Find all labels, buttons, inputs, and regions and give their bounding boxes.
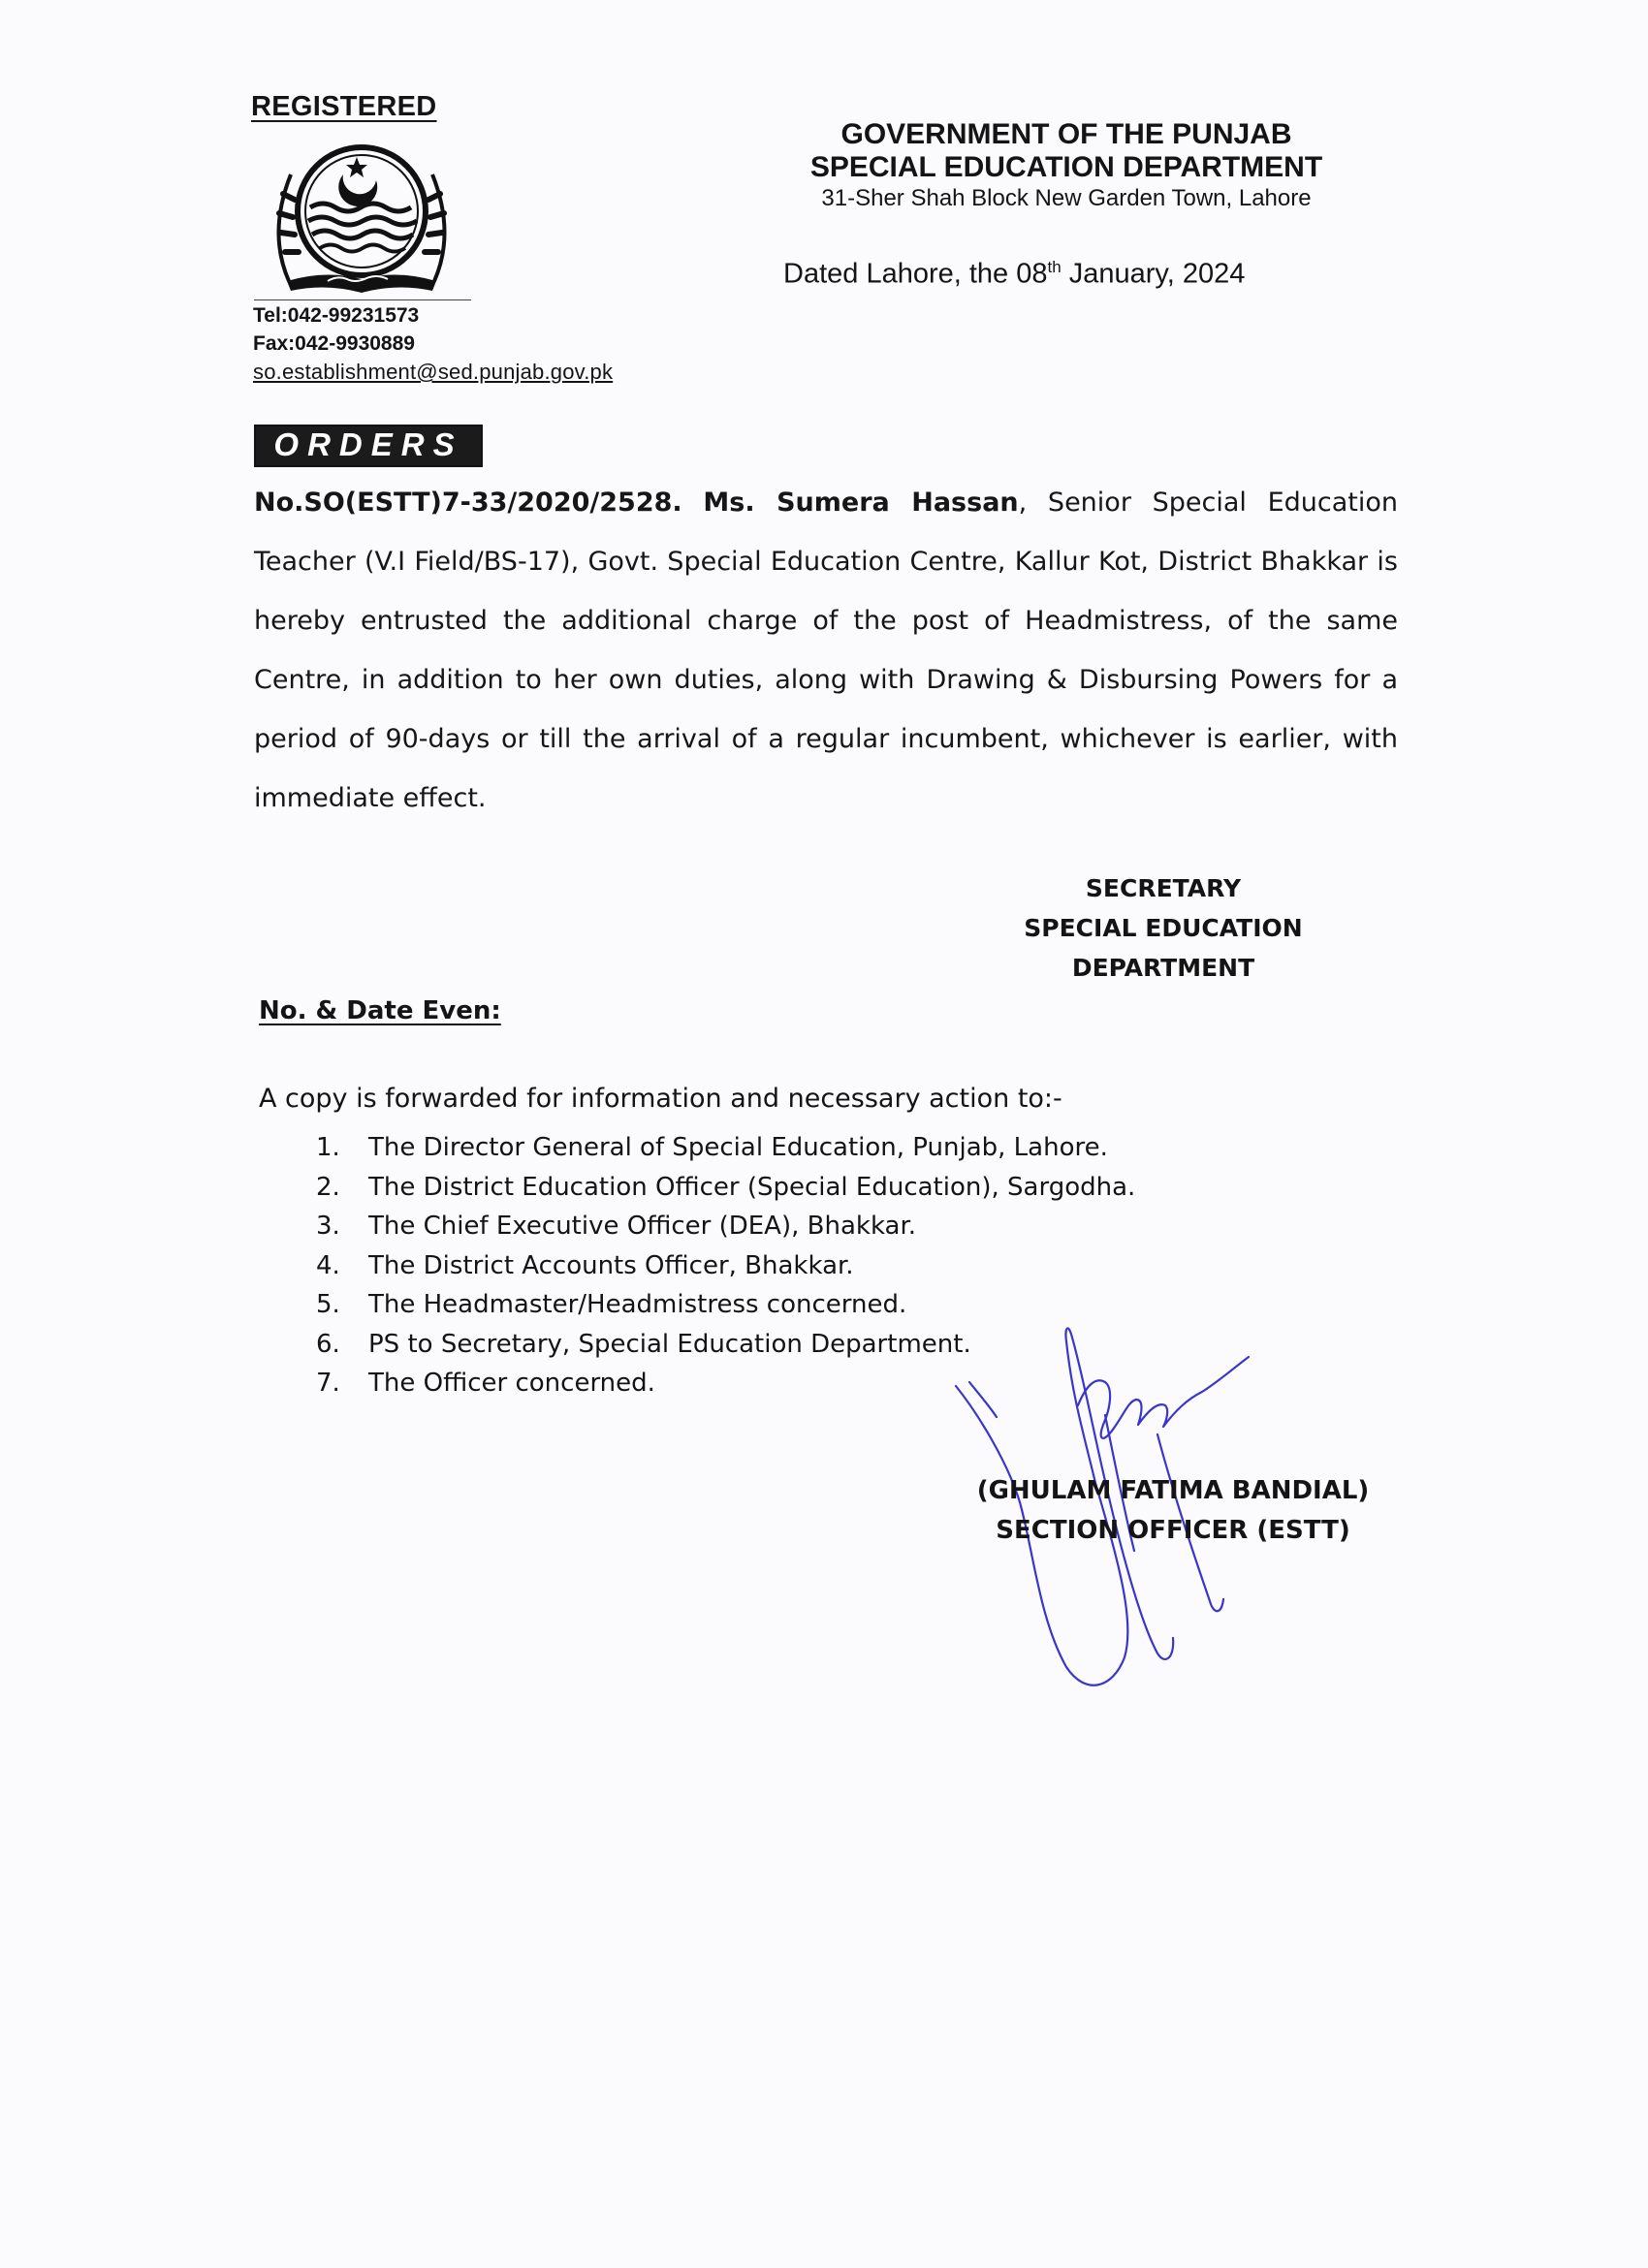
department-address: 31-Sher Shah Block New Garden Town, Lahore: [821, 185, 1312, 211]
date-line: Dated Lahore, the 08th January, 2024: [783, 258, 1246, 290]
government-title: GOVERNMENT OF THE PUNJAB: [840, 118, 1292, 150]
orders-heading: ORDERS: [273, 426, 463, 462]
no-date-even: No. & Date Even:: [259, 996, 501, 1025]
list-item: 1. The Director General of Special Education, Punjab, Lahore.: [316, 1133, 1108, 1162]
department-title: SPECIAL EDUCATION DEPARTMENT: [809, 151, 1323, 183]
list-item: 3. The Chief Executive Officer (DEA), Bhakkar.: [316, 1212, 917, 1241]
list-item: 2. The District Education Officer (Special Education), Sargodha.: [316, 1172, 1136, 1202]
signatory-name: (GHULAM FATIMA BANDIAL): [976, 1476, 1370, 1505]
punjab-emblem-icon: [260, 136, 463, 293]
officer-name: Ms. Sumera Hassan: [703, 488, 1019, 518]
signatory-block: [950, 1471, 1396, 1551]
copy-forward-intro: A copy is forwarded for information and necessary action to:-: [259, 1084, 1062, 1114]
list-item: 4. The District Accounts Officer, Bhakkar.: [316, 1250, 854, 1280]
email-link[interactable]: so.establishment@sed.punjab.gov.pk: [253, 360, 614, 384]
fax: Fax:042-9930889: [253, 332, 415, 355]
order-reference: No.SO(ESTT)7-33/2020/2528.: [254, 488, 682, 518]
logo-divider: [254, 299, 471, 300]
signatory-title: SECTION OFFICER (ESTT): [996, 1516, 1350, 1545]
order-text: , Senior Special Education Teacher (V.I Field/BS-17), Govt. Special Education Centre, Kallur Kot, District Bhakkar is hereby entrusted the additional charge of the post of Headmistress, of the same Centre, in addition to her own duties, along with Drawing & Disbursing Powers for a period of 90-days or till the arrival of a regular incumbent, whichever is earlier, with immediate effect.: [254, 488, 1399, 813]
order-body: [254, 473, 1398, 828]
registered-label: REGISTERED: [251, 91, 437, 122]
list-item: 6. PS to Secretary, Special Education Department.: [316, 1329, 971, 1359]
secretary-block: SECRETARY SPECIAL EDUCATION DEPARTMENT: [1024, 874, 1303, 982]
list-item: 7. The Officer concerned.: [316, 1369, 655, 1398]
contact-details: [253, 301, 613, 386]
telephone: Tel:042-99231573: [253, 304, 420, 327]
department-header: [776, 118, 1357, 213]
list-item: 5. The Headmaster/Headmistress concerned.: [316, 1290, 907, 1319]
